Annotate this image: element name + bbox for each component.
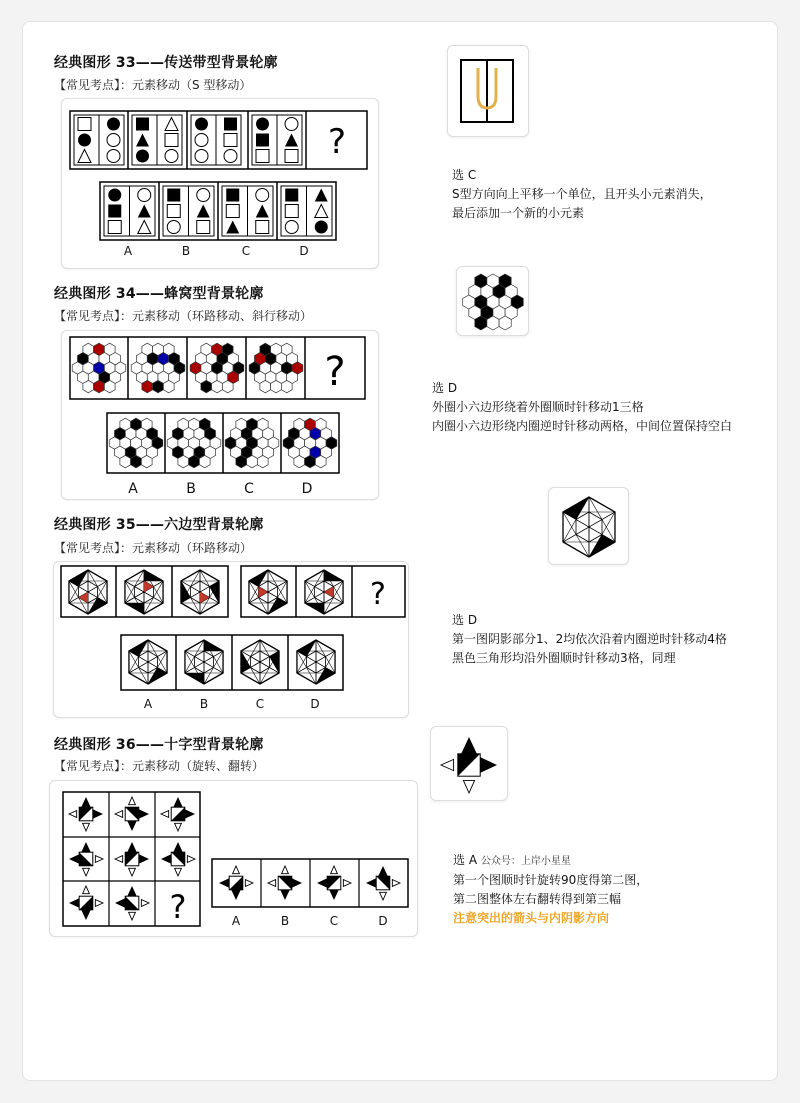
section-33-point: 【常见考点】：元素移动（S 型移动） xyxy=(54,78,252,92)
option-d-label: D xyxy=(299,244,309,258)
answer-34-image xyxy=(456,266,529,336)
answer-36-image xyxy=(430,726,508,801)
section-35-point: 【常见考点】：元素移动（环路移动） xyxy=(54,541,253,555)
answer-33-text xyxy=(452,166,712,223)
answer-34-line-2: 外圈小六边形绕着外圈顺时针移动1三格 xyxy=(432,400,644,414)
option-c-label: C xyxy=(241,244,251,258)
option-a-label: A xyxy=(128,481,138,497)
option-b-label: B xyxy=(186,481,196,497)
answer-33-line-2: S型方向向上平移一个单位，且开头小元素消失， xyxy=(452,187,712,201)
option-b-label: B xyxy=(280,914,290,928)
option-d-label: D xyxy=(378,914,388,928)
answer-35-text xyxy=(452,611,727,668)
option-c-label: C xyxy=(244,481,254,497)
answer-34-line-3: 内圈小六边形绕内圈逆时针移动两格，中间位置保持空白 xyxy=(432,419,733,433)
option-c-label: C xyxy=(329,914,339,928)
answer-36-line-1: 第一个图顺时针旋转90度得第二图， xyxy=(453,873,649,887)
answer-35-image xyxy=(548,487,629,565)
answer-34-text xyxy=(432,379,732,436)
puzzle-34 xyxy=(61,330,379,500)
answer-33-line-1: 选 C xyxy=(452,168,477,182)
option-a-label: A xyxy=(143,697,153,711)
option-a-label: A xyxy=(231,914,241,928)
answer-36-text xyxy=(453,851,648,928)
option-d-label: D xyxy=(310,697,320,711)
option-d-label: D xyxy=(301,481,313,497)
answer-33-line-3: 最后添加一个新的小元素 xyxy=(452,206,585,220)
puzzle-33 xyxy=(61,98,379,269)
section-34-title: 经典图形 34——蜂窝型背景轮廓 xyxy=(54,286,264,302)
puzzle-36-question: ? xyxy=(169,888,187,926)
puzzle-33-question: ? xyxy=(327,122,347,162)
answer-36-choice: 选 A xyxy=(453,853,478,867)
puzzle-35 xyxy=(53,561,409,718)
answer-36-highlight: 注意突出的箭头与内阴影方向 xyxy=(453,911,610,925)
puzzle-35-question: ? xyxy=(370,577,386,612)
option-a-label: A xyxy=(123,244,133,258)
puzzle-33-figure xyxy=(62,99,380,270)
answer-33-image xyxy=(447,45,529,137)
watermark-text: 公众号：上岸小星星 xyxy=(480,856,571,867)
puzzle-34-question: ? xyxy=(324,349,346,395)
answer-36-line-2: 第二图整体左右翻转得到第三幅 xyxy=(453,892,622,906)
answer-35-line-1: 选 D xyxy=(452,613,478,627)
puzzle-35-figure xyxy=(54,562,410,719)
option-b-label: B xyxy=(199,697,209,711)
option-b-label: B xyxy=(181,244,191,258)
answer-35-line-2: 第一图阴影部分1、2均依次沿着内圈逆时针移动4格 xyxy=(452,632,727,646)
section-36-point: 【常见考点】：元素移动（旋转、翻转） xyxy=(54,759,265,773)
section-35-title: 经典图形 35——六边型背景轮廓 xyxy=(54,517,264,533)
answer-35-line-3: 黑色三角形均沿外圈顺时针移动3格，同理 xyxy=(452,651,676,665)
section-36-title: 经典图形 36——十字型背景轮廓 xyxy=(54,737,264,753)
option-c-label: C xyxy=(255,697,265,711)
puzzle-34-figure xyxy=(62,331,380,501)
section-34-point: 【常见考点】：元素移动（环路移动、斜行移动） xyxy=(54,309,313,323)
answer-34-line-1: 选 D xyxy=(432,381,458,395)
section-33-title: 经典图形 33——传送带型背景轮廓 xyxy=(54,55,278,71)
